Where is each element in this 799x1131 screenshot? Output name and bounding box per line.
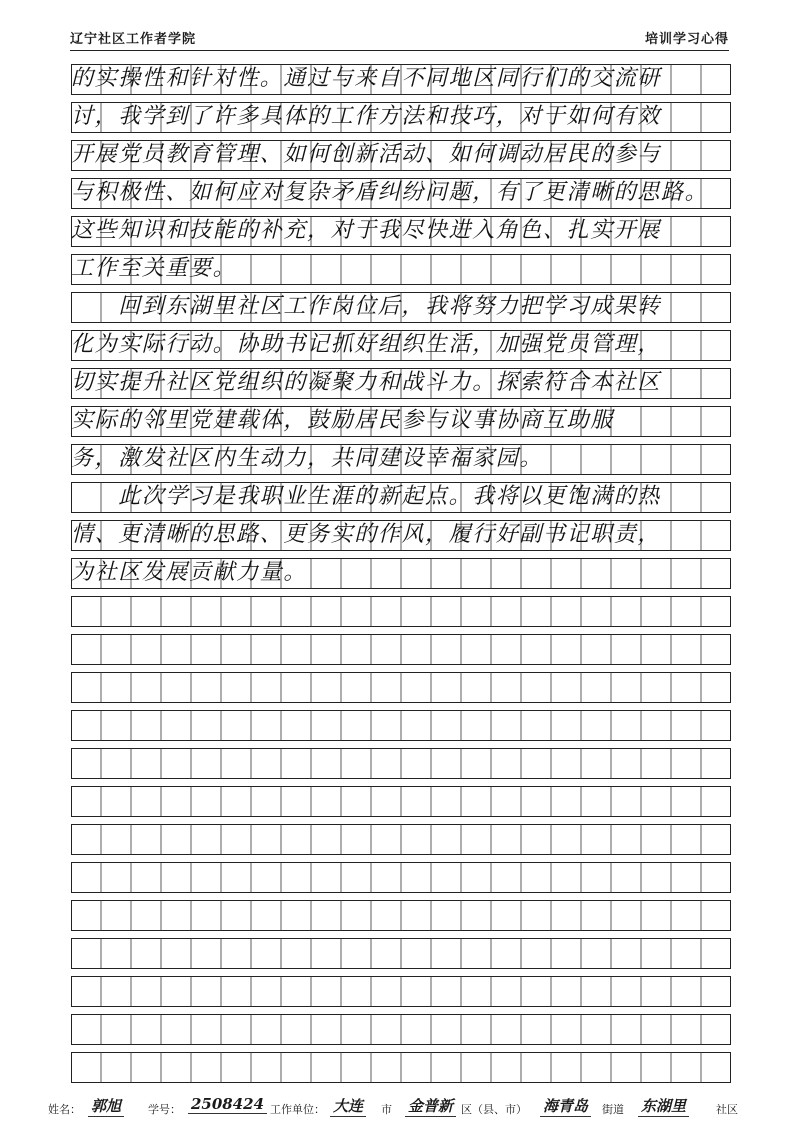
text-line: 这些知识和技能的补充，对于我尽快进入角色、扎实开展 <box>71 218 662 243</box>
community-label: 社区 <box>716 1103 738 1116</box>
text-line: 情、更清晰的思路、更务实的作风，履行好副书记职责， <box>71 522 662 547</box>
text-line: 务，激发社区内生动力，共同建设幸福家园。 <box>71 446 544 471</box>
text-line: 切实提升社区党组织的凝聚力和战斗力。探索符合本社区 <box>71 370 662 395</box>
text-line: 为社区发展贡献力量。 <box>71 560 308 585</box>
district-value: 金普新 <box>405 1095 456 1117</box>
text-line: 回到东湖里社区工作岗位后，我将努力把学习成果转 <box>71 294 662 319</box>
city-value: 大连 <box>330 1095 366 1117</box>
student-id-label: 学号： <box>148 1103 181 1116</box>
text-line: 此次学习是我职业生涯的新起点。我将以更饱满的热 <box>71 484 662 509</box>
page-footer <box>48 1093 759 1123</box>
page-header <box>70 28 729 50</box>
work-unit-label: 工作单位： <box>270 1103 325 1116</box>
document-type: 培训学习心得 <box>644 32 729 47</box>
street-label: 街道 <box>602 1103 624 1116</box>
text-line: 实际的邻里党建载体，鼓励居民参与议事协商互助服 <box>71 408 614 433</box>
community-value: 东湖里 <box>638 1095 689 1117</box>
text-line: 的实操性和针对性。通过与来自不同地区同行们的交流研 <box>71 66 662 91</box>
street-value: 海青岛 <box>540 1095 591 1117</box>
school-name: 辽宁社区工作者学院 <box>70 32 197 47</box>
text-line: 化为实际行动。协助书记抓好组织生活，加强党员管理， <box>71 332 662 357</box>
text-line: 与积极性、如何应对复杂矛盾纠纷问题，有了更清晰的思路。 <box>71 180 709 205</box>
writing-grid <box>71 64 731 1090</box>
city-label: 市 <box>381 1103 392 1116</box>
student-id-value: 2508424 <box>188 1095 267 1114</box>
district-label: 区（县、市） <box>461 1103 527 1116</box>
header-rule <box>70 50 729 51</box>
name-label: 姓名： <box>48 1103 81 1116</box>
text-line: 开展党员教育管理、如何创新活动、如何调动居民的参与 <box>71 142 662 167</box>
text-line: 工作至关重要。 <box>71 256 237 281</box>
text-line: 讨，我学到了许多具体的工作方法和技巧，对于如何有效 <box>71 104 662 129</box>
name-value: 郭旭 <box>88 1095 124 1117</box>
